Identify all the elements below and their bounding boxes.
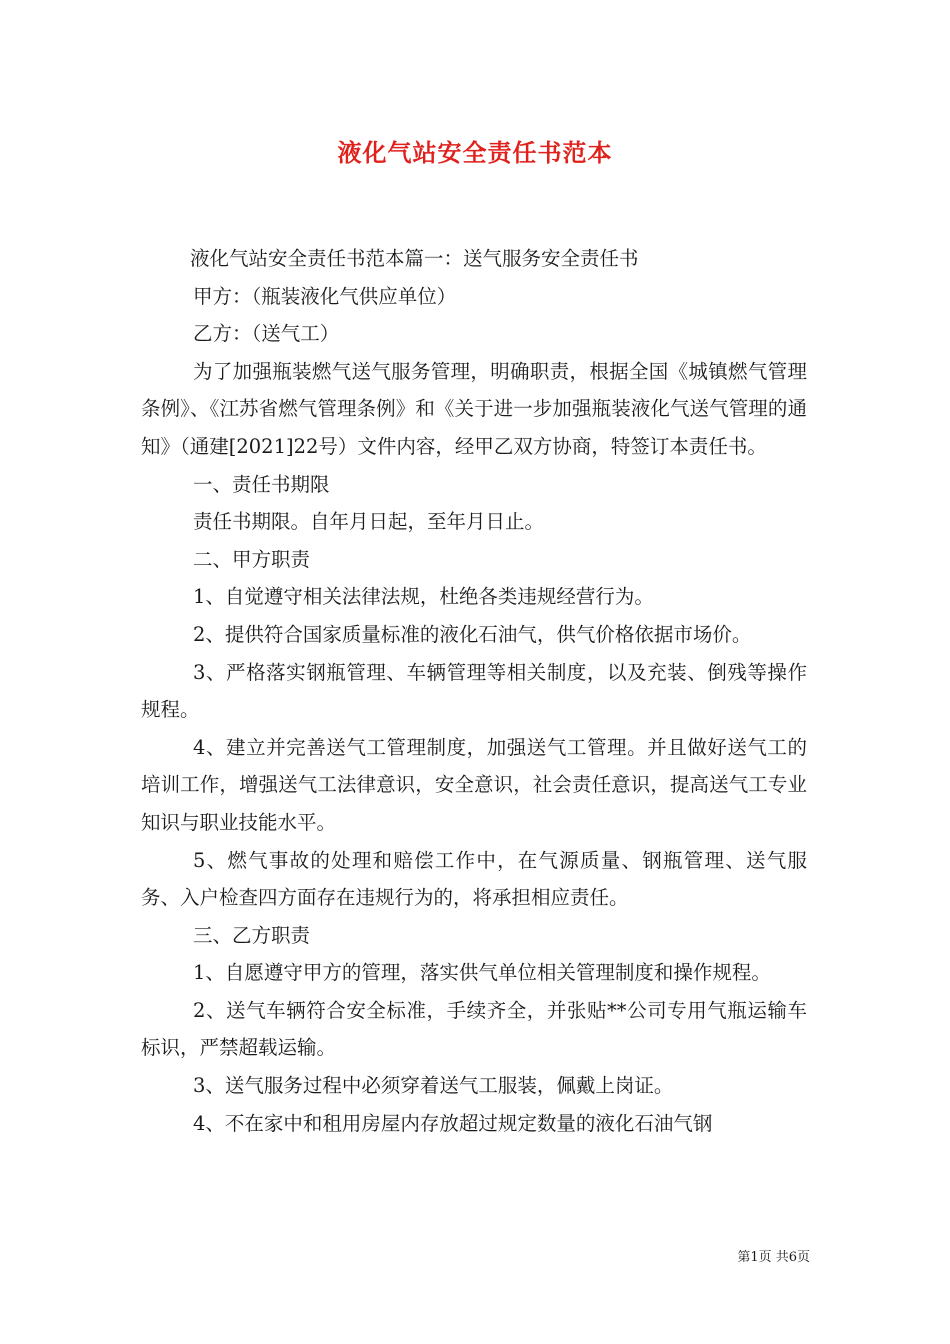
list-item: 2、提供符合国家质量标准的液化石油气，供气价格依据市场价。 xyxy=(193,622,752,646)
paragraph-subtitle: 液化气站安全责任书范本篇一：送气服务安全责任书 xyxy=(190,247,639,270)
section-heading-term: 一、责任书期限 xyxy=(193,472,330,496)
paragraph-party-a: 甲方：（瓶装液化气供应单位） xyxy=(193,284,457,308)
list-item: 2、送气车辆符合安全标准，手续齐全，并张贴**公司专用气瓶运输车标识，严禁超载运输。 xyxy=(141,998,807,1060)
list-item: 1、自愿遵守甲方的管理，落实供气单位相关管理制度和操作规程。 xyxy=(193,961,771,985)
list-item: 3、严格落实钢瓶管理、车辆管理等相关制度，以及充装、倒残等操作规程。 xyxy=(141,660,807,722)
list-item: 1、自觉遵守相关法律法规，杜绝各类违规经营行为。 xyxy=(193,585,654,609)
section-heading-party-a-duties: 二、甲方职责 xyxy=(193,547,311,571)
list-item: 3、送气服务过程中必须穿着送气工服装，佩戴上岗证。 xyxy=(193,1074,674,1098)
page-number: 第1页 共6页 xyxy=(737,1250,810,1265)
list-item: 5、燃气事故的处理和赔偿工作中，在气源质量、钢瓶管理、送气服务、入户检查四方面存在违规行为的，将承担相应责任。 xyxy=(141,848,807,910)
document-title: 液化气站安全责任书范本 xyxy=(337,139,613,167)
paragraph-party-b: 乙方：（送气工） xyxy=(193,322,340,346)
document-body xyxy=(141,240,807,1142)
section-heading-party-b-duties: 三、乙方职责 xyxy=(193,923,311,947)
paragraph-intro: 为了加强瓶装燃气送气服务管理，明确职责，根据全国《城镇燃气管理条例》、《江苏省燃气管理条例》和《关于进一步加强瓶装液化气送气管理的通知》（通建[2021]22号）文件内容，经甲乙双方协商，特签订本责任书。 xyxy=(141,359,807,458)
paragraph-term: 责任书期限。自年月日起，至年月日止。 xyxy=(193,510,545,534)
list-item: 4、不在家中和租用房屋内存放超过规定数量的液化石油气钢 xyxy=(193,1111,713,1135)
list-item: 4、建立并完善送气工管理制度，加强送气工管理。并且做好送气工的培训工作，增强送气工法律意识，安全意识，社会责任意识，提高送气工专业知识与职业技能水平。 xyxy=(141,735,807,834)
